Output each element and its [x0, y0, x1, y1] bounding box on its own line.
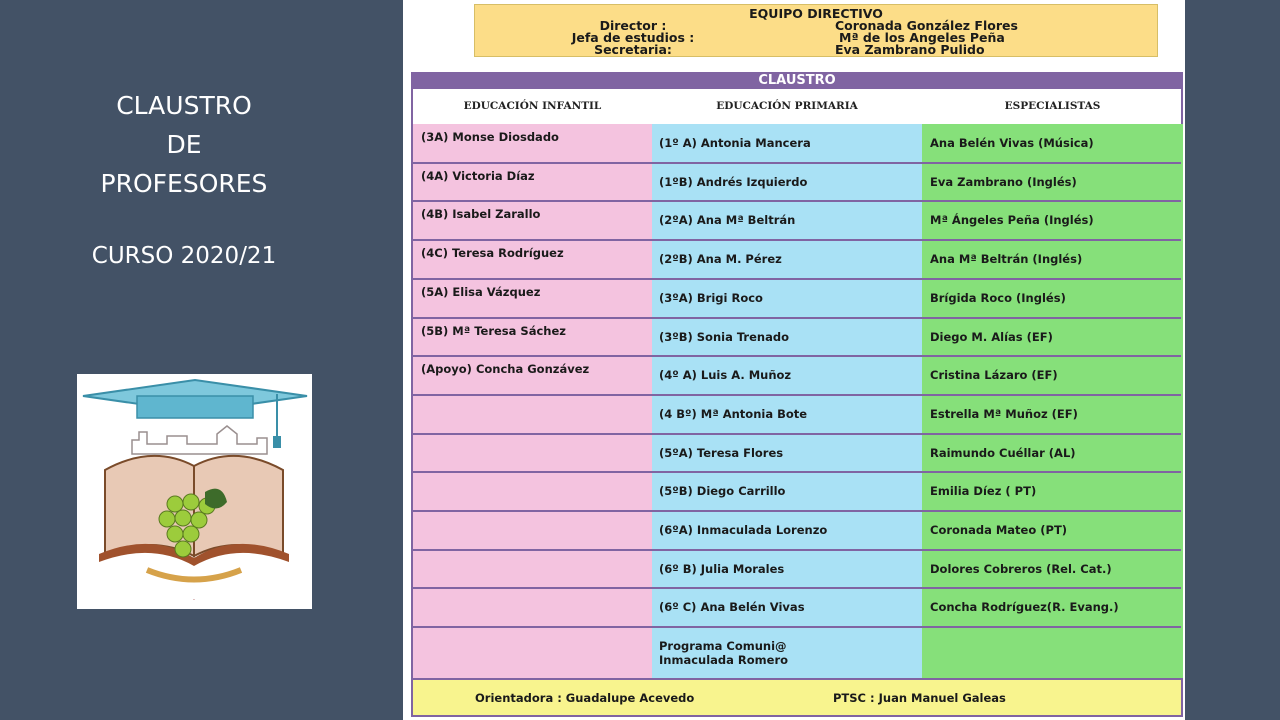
especialistas-cell: Mª Ángeles Peña (Inglés) — [930, 213, 1094, 228]
orientadora-label: Orientadora : Guadalupe Acevedo — [475, 691, 695, 705]
especialistas-cell: Brígida Roco (Inglés) — [930, 290, 1066, 305]
row-divider — [413, 587, 1181, 589]
row-divider — [413, 626, 1181, 628]
title-line: DE — [166, 130, 202, 159]
row-divider — [413, 162, 1181, 164]
equipo-directivo-box — [474, 4, 1158, 57]
primaria-cell: Programa Comuni@ — [659, 639, 787, 654]
graduation-book-logo-icon — [77, 374, 312, 609]
primaria-cell: (5ºB) Diego Carrillo — [659, 484, 786, 499]
especialistas-column — [922, 124, 1183, 680]
primaria-cell: (1ºB) Andrés Izquierdo — [659, 174, 808, 189]
claustro-table — [411, 89, 1183, 717]
infantil-cell: (5B) Mª Teresa Sáchez — [421, 323, 566, 338]
svg-text:·: · — [192, 596, 196, 604]
infantil-cell: (Apoyo) Concha Gonzávez — [421, 362, 590, 377]
especialistas-cell: Concha Rodríguez(R. Evang.) — [930, 600, 1119, 615]
especialistas-cell: Diego M. Alías (EF) — [930, 329, 1053, 344]
ptsc-label: PTSC : Juan Manuel Galeas — [833, 691, 1006, 705]
directivo-role: Jefa de estudios : — [571, 30, 695, 45]
header-primaria: EDUCACIÓN PRIMARIA — [716, 100, 858, 112]
course-label: CURSO 2020/21 — [91, 243, 277, 269]
especialistas-cell: Cristina Lázaro (EF) — [930, 368, 1058, 383]
row-divider — [413, 200, 1181, 202]
primaria-cell: (6º C) Ana Belén Vivas — [659, 600, 805, 615]
infantil-cell: (4C) Teresa Rodríguez — [421, 246, 564, 261]
infantil-cell: (5A) Elisa Vázquez — [421, 284, 541, 299]
row-divider — [413, 239, 1181, 241]
primaria-cell: (2ºA) Ana Mª Beltrán — [659, 213, 796, 228]
row-divider — [413, 355, 1181, 357]
row-divider — [413, 278, 1181, 280]
primaria-cell: (3ºA) Brigi Roco — [659, 290, 763, 305]
especialistas-cell: Eva Zambrano (Inglés) — [930, 174, 1077, 189]
equipo-directivo-title: EQUIPO DIRECTIVO — [749, 6, 883, 21]
title-line: CLAUSTRO — [116, 91, 252, 120]
especialistas-cell: Coronada Mateo (PT) — [930, 523, 1068, 537]
primaria-cell: (4º A) Luis A. Muñoz — [659, 368, 792, 383]
directivo-name: Eva Zambrano Pulido — [835, 42, 985, 57]
header-infantil: EDUCACIÓN INFANTIL — [463, 100, 602, 112]
row-divider — [413, 433, 1181, 435]
directivo-name: Mª de los Angeles Peña — [839, 30, 1005, 45]
footer-box — [411, 678, 1183, 717]
row-divider — [413, 549, 1181, 551]
primaria-cell: (2ºB) Ana M. Pérez — [659, 252, 782, 267]
slide-title — [60, 86, 308, 203]
infantil-cell: (3A) Monse Diosdado — [421, 130, 559, 144]
primaria-cell-extra: Inmaculada Romero — [659, 653, 789, 668]
primaria-cell: (5ºA) Teresa Flores — [659, 445, 784, 460]
especialistas-cell: Estrella Mª Muñoz (EF) — [930, 406, 1078, 421]
infantil-cell: (4B) Isabel Zarallo — [421, 207, 541, 222]
especialistas-cell: Emilia Díez ( PT) — [930, 484, 1037, 499]
primaria-cell: (3ºB) Sonia Trenado — [659, 329, 789, 344]
especialistas-cell: Raimundo Cuéllar (AL) — [930, 445, 1076, 460]
primaria-column — [652, 124, 922, 680]
row-divider — [413, 394, 1181, 396]
directivo-role: Secretaria: — [594, 42, 672, 57]
primaria-cell: (6º B) Julia Morales — [659, 561, 785, 576]
claustro-title: CLAUSTRO — [411, 72, 1183, 89]
row-divider — [413, 317, 1181, 319]
primaria-cell: (1º A) Antonia Mancera — [659, 136, 811, 150]
primaria-cell: (6ºA) Inmaculada Lorenzo — [659, 523, 828, 537]
infantil-cell: (4A) Victoria Díaz — [421, 168, 535, 183]
especialistas-cell: Ana Belén Vivas (Música) — [930, 136, 1094, 150]
row-divider — [413, 471, 1181, 473]
directivo-row — [475, 43, 1157, 56]
directivo-name: Coronada González Flores — [835, 18, 1018, 33]
school-logo — [77, 374, 312, 609]
directivo-role: Director : — [599, 18, 667, 33]
row-divider — [413, 510, 1181, 512]
especialistas-cell: Ana Mª Beltrán (Inglés) — [930, 252, 1083, 267]
primaria-cell: (4 Bº) Mª Antonia Bote — [659, 406, 808, 421]
especialistas-cell: Dolores Cobreros (Rel. Cat.) — [930, 561, 1112, 576]
title-line: PROFESORES — [100, 169, 268, 198]
header-especialistas: ESPECIALISTAS — [1004, 100, 1101, 112]
